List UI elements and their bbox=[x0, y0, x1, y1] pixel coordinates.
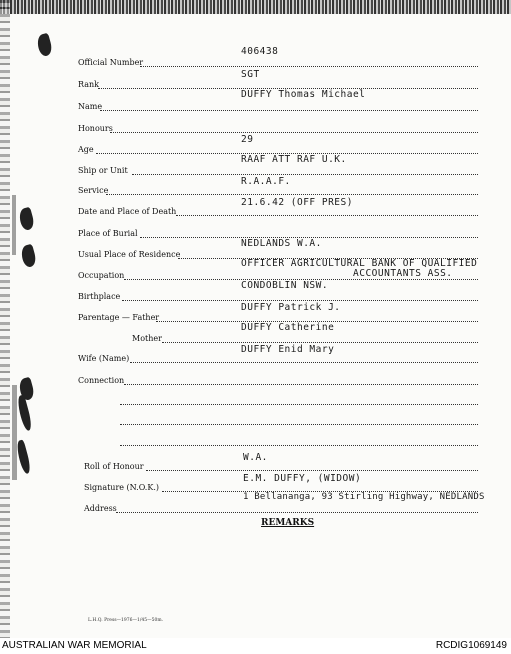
footer-institution: AUSTRALIAN WAR MEMORIAL bbox=[2, 640, 147, 651]
dotted-line bbox=[120, 404, 478, 405]
dotted-line bbox=[146, 470, 478, 471]
field-label-date-place-of-death: Date and Place of Death bbox=[78, 207, 177, 216]
dotted-line bbox=[162, 342, 478, 343]
dotted-line bbox=[106, 194, 478, 195]
dotted-line bbox=[122, 300, 478, 301]
field-label-name: Name bbox=[78, 102, 103, 111]
field-value-date-place-of-death: 21.6.42 (OFF PRES) bbox=[241, 197, 353, 208]
field-value-signature: E.M. DUFFY, (WIDOW) bbox=[243, 473, 362, 484]
punch-hole-mark bbox=[17, 207, 35, 232]
field-value-occupation-continued: ACCOUNTANTS ASS. bbox=[353, 268, 453, 279]
field-label-address: Address bbox=[84, 504, 117, 513]
dotted-line bbox=[110, 132, 478, 133]
field-value-wife: DUFFY Enid Mary bbox=[241, 344, 335, 355]
punch-hole-mark bbox=[15, 394, 33, 431]
dotted-line bbox=[120, 445, 478, 446]
field-value-name: DUFFY Thomas Michael bbox=[241, 89, 366, 100]
field-label-age: Age bbox=[78, 145, 94, 154]
dotted-line bbox=[116, 512, 478, 513]
field-value-ship-or-unit: RAAF ATT RAF U.K. bbox=[241, 154, 347, 165]
field-value-official-number: 406438 bbox=[241, 46, 279, 57]
punch-hole-mark bbox=[15, 439, 32, 474]
dotted-line bbox=[120, 424, 478, 425]
scan-smudge bbox=[12, 385, 17, 480]
dotted-line bbox=[176, 215, 478, 216]
field-label-ship-or-unit: Ship or Unit bbox=[78, 166, 128, 175]
field-value-address: 1 Bellananga, 93 Stirling Highway, NEDLANDS bbox=[243, 492, 485, 502]
dotted-line bbox=[130, 362, 478, 363]
field-label-honours: Honours bbox=[78, 124, 113, 133]
field-value-birthplace: CONDOBLIN NSW. bbox=[241, 280, 329, 291]
field-label-roll-of-honour: Roll of Honour bbox=[84, 462, 144, 471]
dotted-line bbox=[140, 66, 478, 67]
scan-edge-left bbox=[0, 0, 10, 640]
field-value-father: DUFFY Patrick J. bbox=[241, 302, 341, 313]
field-label-wife: Wife (Name) bbox=[78, 354, 130, 363]
field-value-service: R.A.A.F. bbox=[241, 176, 291, 187]
field-value-age: 29 bbox=[241, 134, 254, 145]
field-value-usual-residence: NEDLANDS W.A. bbox=[241, 238, 322, 249]
field-label-connection: Connection bbox=[78, 376, 125, 385]
field-value-roll-of-honour: W.A. bbox=[243, 452, 268, 463]
punch-hole-mark bbox=[19, 244, 37, 269]
field-label-usual-residence: Usual Place of Residence bbox=[78, 250, 181, 259]
field-label-rank: Rank bbox=[78, 80, 99, 89]
footer-record-id: RCDIG1069149 bbox=[435, 640, 507, 651]
field-label-birthplace: Birthplace bbox=[78, 292, 121, 301]
field-label-mother: Mother bbox=[132, 334, 162, 343]
field-label-signature: Signature (N.O.K.) bbox=[84, 483, 159, 492]
field-label-place-of-burial: Place of Burial bbox=[78, 229, 138, 238]
dotted-line bbox=[100, 110, 478, 111]
field-label-service: Service bbox=[78, 186, 109, 195]
field-value-rank: SGT bbox=[241, 69, 260, 80]
scan-edge-top bbox=[0, 0, 511, 14]
archive-footer bbox=[0, 638, 511, 654]
punch-hole-mark bbox=[35, 33, 53, 58]
field-label-official-number: Official Number bbox=[78, 58, 144, 67]
field-value-mother: DUFFY Catherine bbox=[241, 322, 335, 333]
dotted-line bbox=[124, 384, 478, 385]
remarks-heading: REMARKS bbox=[261, 518, 315, 528]
print-code: L.H.Q. Press—1976—1/45—50m. bbox=[88, 618, 164, 623]
field-label-father: Parentage — Father bbox=[78, 313, 160, 322]
field-value-occupation: OFFICER AGRICULTURAL BANK OF QUALIFIED bbox=[241, 258, 478, 269]
scan-smudge bbox=[12, 195, 16, 255]
field-label-occupation: Occupation bbox=[78, 271, 125, 280]
dotted-line bbox=[132, 174, 478, 175]
